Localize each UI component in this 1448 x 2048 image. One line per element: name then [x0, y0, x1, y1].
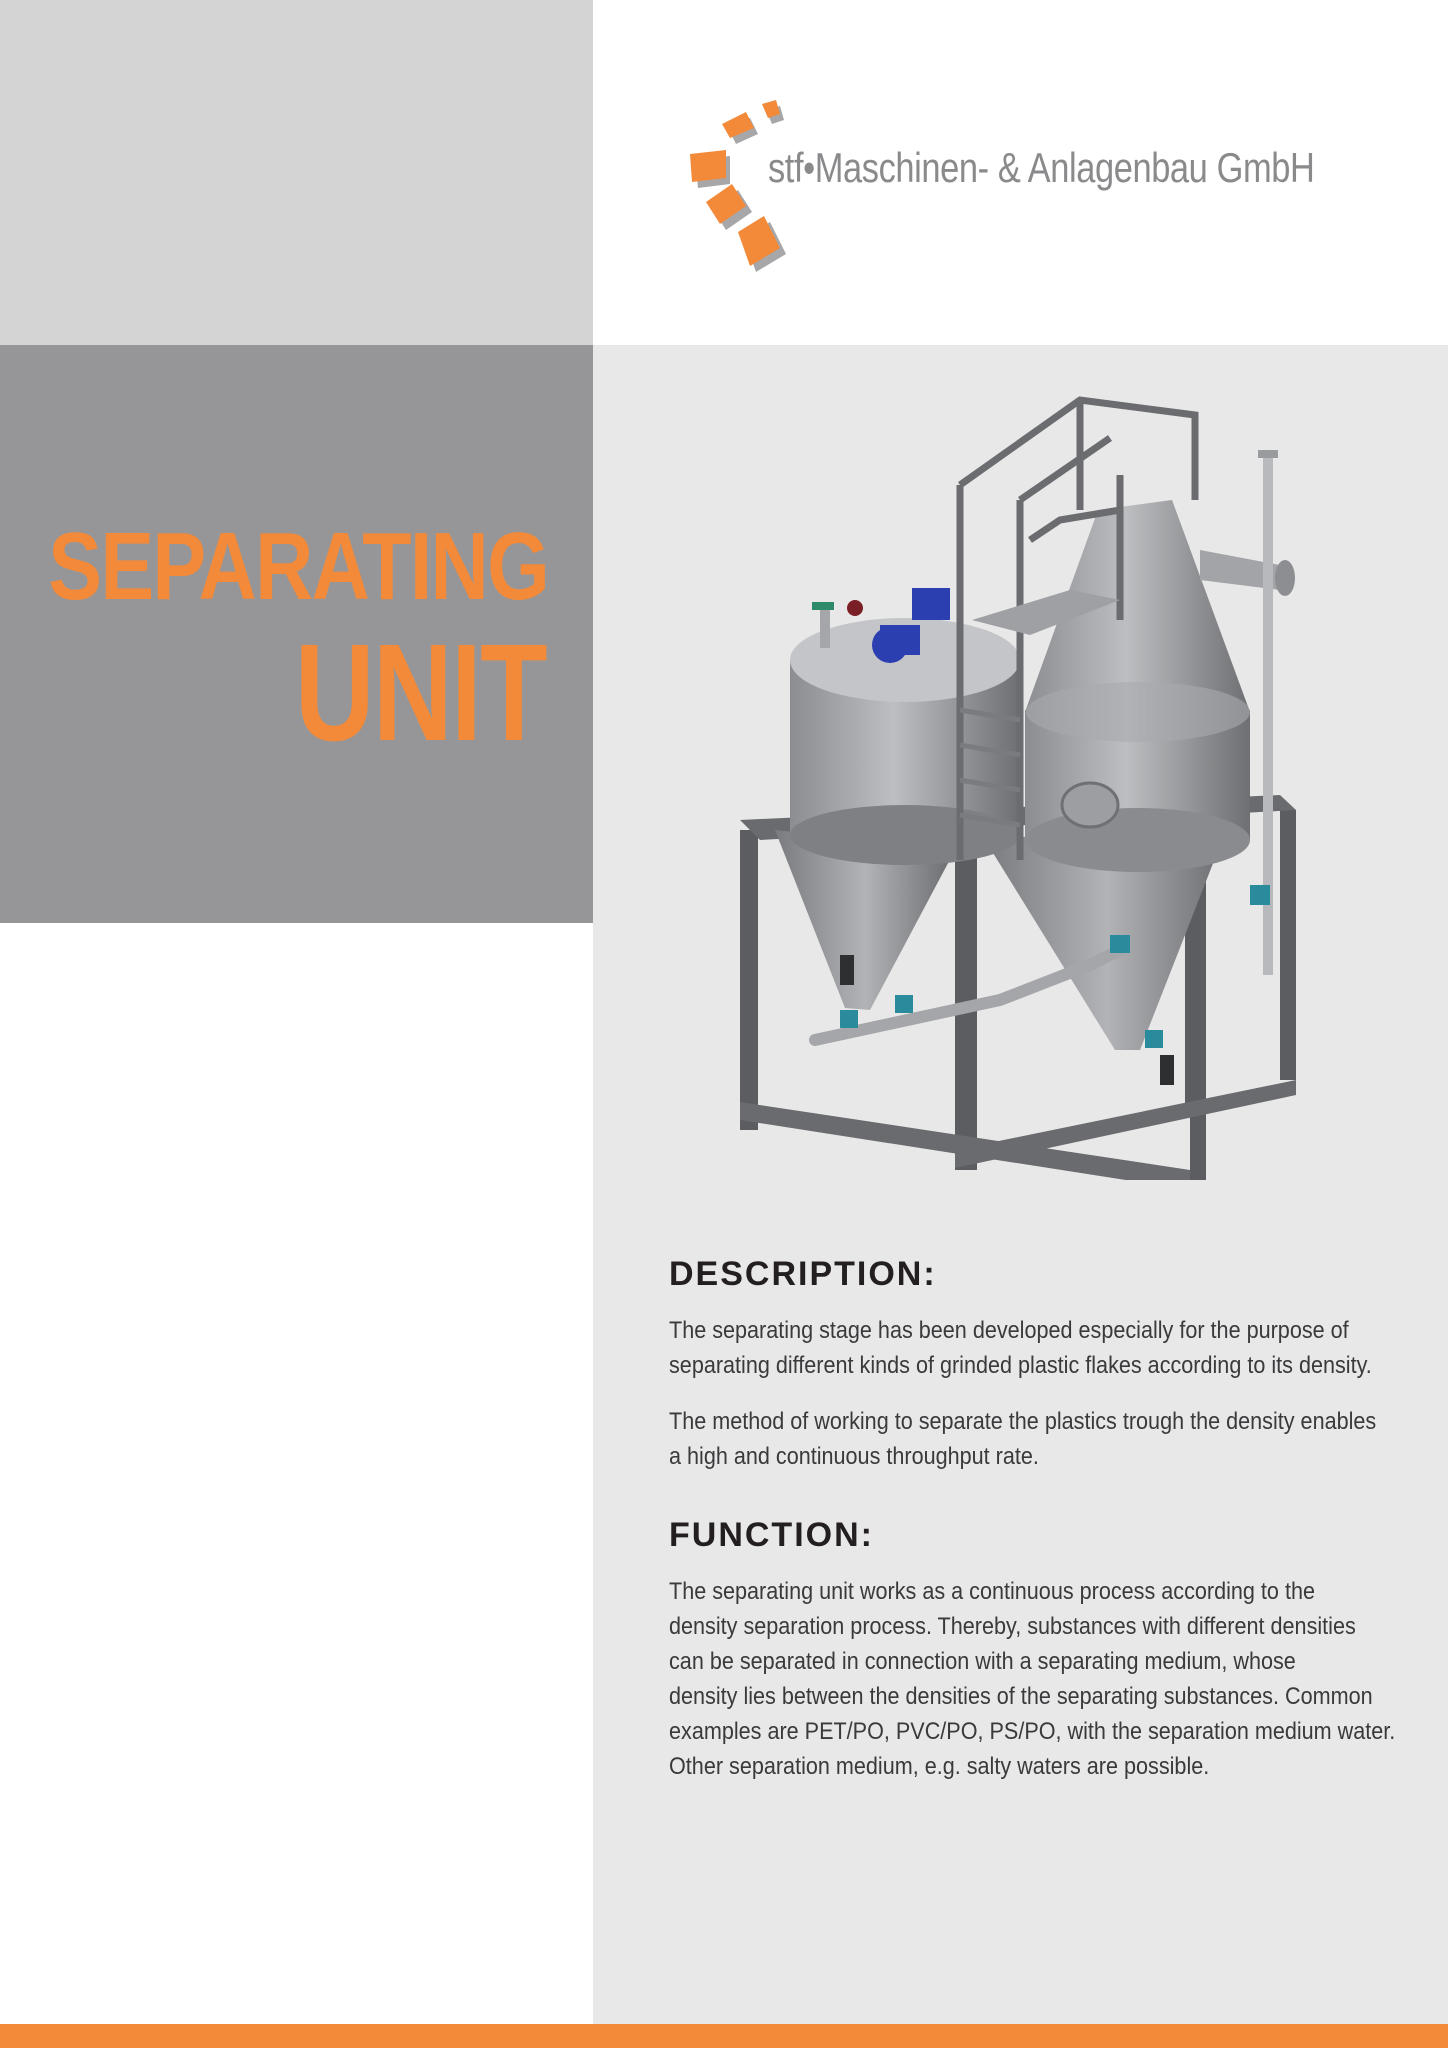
- title-line-1: SEPARATING: [48, 513, 548, 620]
- text-line: Other separation medium, e.g. salty waters are possible.: [669, 1753, 1210, 1780]
- text-line: a high and continuous throughput rate.: [669, 1443, 1039, 1470]
- function-paragraph: [669, 1574, 1396, 1784]
- function-heading: FUNCTION:: [669, 1516, 874, 1554]
- separating-unit-illustration: [720, 390, 1320, 1180]
- text-line: can be separated in connection with a separating medium, whose: [669, 1648, 1296, 1675]
- text-line: The method of working to separate the plastics trough the density enables: [669, 1408, 1377, 1435]
- text-line: The separating unit works as a continuous process according to the: [669, 1578, 1315, 1605]
- company-name: stf•Maschinen- & Anlagenbau GmbH: [768, 144, 1315, 191]
- header-grey-block: [0, 0, 593, 345]
- footer-accent-bar: [0, 2024, 1448, 2048]
- description-heading: DESCRIPTION:: [669, 1255, 937, 1293]
- description-paragraph-1: [669, 1313, 1389, 1383]
- title-line-2: UNIT: [294, 616, 546, 770]
- text-line: The separating stage has been developed especially for the purpose of: [669, 1317, 1349, 1344]
- text-line: separating different kinds of grinded plastic flakes according to its density.: [669, 1352, 1372, 1379]
- description-paragraph-2: [669, 1404, 1389, 1474]
- text-line: density lies between the densities of the separating substances. Common: [669, 1683, 1373, 1710]
- text-line: examples are PET/PO, PVC/PO, PS/PO, with the separation medium water.: [669, 1718, 1396, 1745]
- text-line: density separation process. Thereby, substances with different densities: [669, 1613, 1356, 1640]
